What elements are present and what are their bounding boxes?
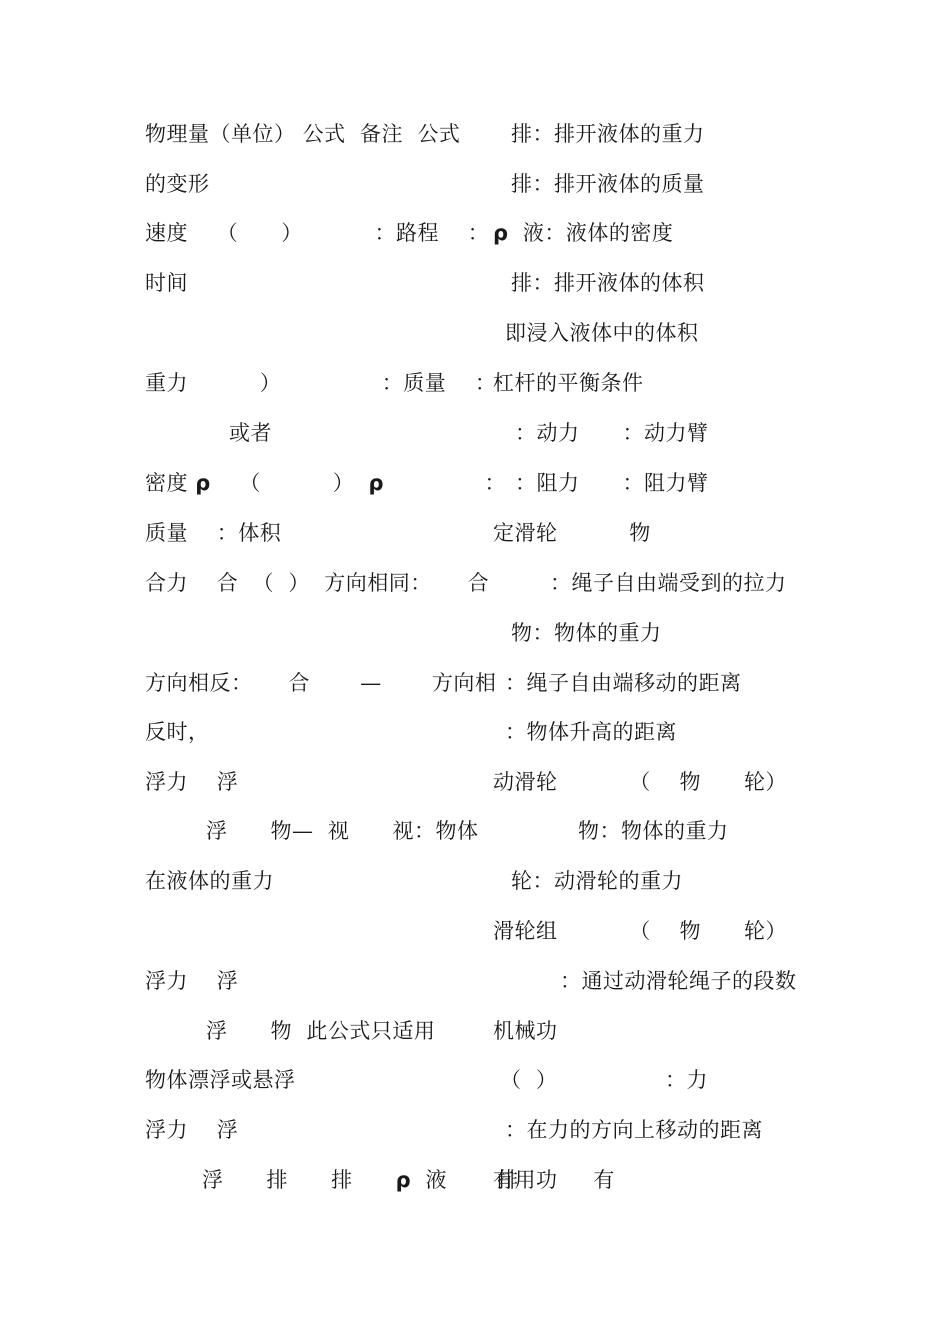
right-line-2: 排：排开液体的质量 <box>511 172 705 196</box>
right-line-15: 物：物体的重力 <box>578 819 729 843</box>
right-line-1: 排：排开液体的重力 <box>511 122 705 146</box>
right-line-10: ：绳子自由端受到的拉力 <box>550 571 787 595</box>
left-line-3: 速度 （ ） ：路程 ： <box>145 221 490 245</box>
right-line-16: 轮：动滑轮的重力 <box>511 869 683 893</box>
right-line-21: ：在力的方向上移动的距离 <box>505 1118 763 1142</box>
right-line-6: 杠杆的平衡条件 <box>493 371 644 395</box>
left-line-16: 浮 物 此公式只适用 <box>206 1019 436 1043</box>
left-line-5: 重力 ） ：质量 ： <box>145 371 497 395</box>
right-line-17: 滑轮组 （ 物 轮） <box>493 919 788 943</box>
left-line-11: 反时， <box>145 720 210 744</box>
left-line-6: 或者 <box>229 421 272 445</box>
rho-symbol: ρ <box>395 1168 412 1192</box>
right-line-5: 即浸入液体中的体积 <box>505 321 699 345</box>
left-line-13: 浮 物— 视 视：物体 <box>206 819 479 843</box>
left-line-14: 在液体的重力 <box>145 869 274 893</box>
left-line-8: 质量 ：体积 <box>145 521 282 545</box>
left-line-17: 物体漂浮或悬浮 <box>145 1068 296 1092</box>
left-line-10: 方向相反： 合 — 方向相 <box>145 671 497 695</box>
right-line-4: 排：排开液体的体积 <box>511 271 705 295</box>
right-line-22: 有用功 有 <box>493 1168 615 1192</box>
rho-symbol: ρ <box>493 221 509 245</box>
left-line-19: 浮 排 排 ρ 液 排 <box>202 1168 519 1192</box>
left-line-2: 的变形 <box>145 172 210 196</box>
left-line-18: 浮力 浮 <box>145 1118 239 1142</box>
left-line-12: 浮力 浮 <box>145 770 239 794</box>
right-line-7: ：动力 ：动力臂 <box>515 421 709 445</box>
left-line-9: 合力 合 （ ） 方向相同： 合 <box>145 571 490 595</box>
left-line-4: 时间 <box>145 271 188 295</box>
right-line-8: ：阻力 ：阻力臂 <box>515 471 709 495</box>
right-line-20: （ ） ：力 <box>500 1068 708 1092</box>
left-line-15: 浮力 浮 <box>145 969 239 993</box>
right-line-3: ρ 液：液体的密度 <box>493 221 674 245</box>
rho-symbol: ρ <box>195 471 211 495</box>
right-line-18: ：通过动滑轮绳子的段数 <box>560 969 797 993</box>
rho-symbol: ρ <box>368 471 385 495</box>
left-line-7: 密度 ρ （ ） ρ ： <box>145 471 507 495</box>
right-line-12: ：绳子自由端移动的距离 <box>505 671 742 695</box>
right-line-11: 物：物体的重力 <box>511 621 662 645</box>
right-line-14: 动滑轮 （ 物 轮） <box>493 770 788 794</box>
right-line-19: 机械功 <box>493 1019 558 1043</box>
right-line-9: 定滑轮 物 <box>493 521 651 545</box>
left-line-1: 物理量（单位） 公式 备注 公式 <box>145 122 461 146</box>
right-line-13: ：物体升高的距离 <box>505 720 677 744</box>
